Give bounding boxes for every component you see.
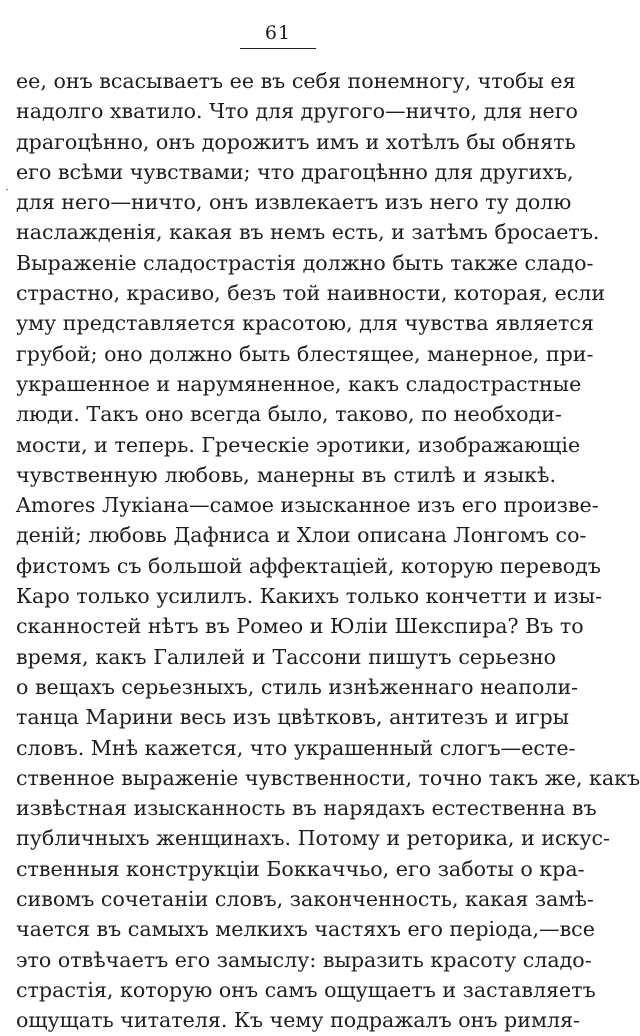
text-line: для него—ничто, онъ извлекаетъ изъ него ту долю bbox=[16, 190, 572, 215]
text-line: Выраженіе сладострастія должно быть также сладо- bbox=[16, 250, 594, 275]
header-rule bbox=[240, 48, 316, 49]
margin-mark: · bbox=[5, 183, 9, 197]
text-line: ственное выраженіе чувственности, точно такъ же, какъ bbox=[16, 765, 640, 790]
text-line: фистомъ съ большой аффектаціей, которую переводъ bbox=[16, 553, 601, 578]
text-line: сивомъ сочетаніи словъ, законченность, какая замѣ- bbox=[16, 887, 594, 912]
text-line: извѣстная изысканность въ нарядахъ естественна въ bbox=[16, 796, 597, 821]
text-line: грубой; оно должно быть блестящее, манерное, при- bbox=[16, 341, 594, 366]
text-line: страстно, красиво, безъ той наивности, которая, если bbox=[16, 281, 606, 306]
body-text bbox=[16, 66, 640, 1036]
page-number: 61 bbox=[264, 22, 292, 44]
text-line: о вещахъ серьезныхъ, стиль изнѣженнаго неаполи- bbox=[16, 674, 579, 699]
text-line: танца Марини весь изъ цвѣтковъ, антитезъ и игры bbox=[16, 705, 570, 730]
text-line: страстія, которую онъ самъ ощущаетъ и заставляетъ bbox=[16, 977, 596, 1002]
text-line: чувственную любовь, манерны въ стилѣ и языкѣ. bbox=[16, 462, 556, 487]
text-line: деній; любовь Дафниса и Хлои описана Лонгомъ со- bbox=[16, 523, 587, 548]
text-line: Каро только усилилъ. Какихъ только кончетти и изы- bbox=[16, 584, 603, 609]
text-line: словъ. Мнѣ кажется, что украшенный слогъ—есте- bbox=[16, 735, 576, 760]
text-line: мости, и теперь. Греческіе эротики, изображающіе bbox=[16, 432, 581, 457]
text-line: время, какъ Галилей и Тассони пишутъ серьезно bbox=[16, 644, 556, 669]
text-line: ее, онъ всасываетъ ее въ себя понемногу, чтобы ея bbox=[16, 69, 576, 93]
text-line: чается въ самыхъ мелкихъ частяхъ его періода,—все bbox=[16, 917, 595, 942]
text-line: наслажденія, какая въ немъ есть, и затѣмъ бросаетъ. bbox=[16, 220, 600, 245]
text-line: уму представляется красотою, для чувства является bbox=[16, 311, 594, 336]
text-line: это отвѣчаетъ его замыслу: выразить красоту сладо- bbox=[16, 947, 592, 972]
text-line: публичныхъ женщинахъ. Потому и реторика, и искус- bbox=[16, 826, 611, 851]
text-line: ощущать читателя. Къ чему подражалъ онъ римля- bbox=[16, 1008, 581, 1033]
text-line: люди. Такъ оно всегда было, таково, по необходи- bbox=[16, 402, 562, 427]
text-line: Amores Лукіана—самое изысканное изъ его произве- bbox=[16, 493, 599, 518]
text-line: сканностей нѣтъ въ Ромео и Юліи Шекспира? Въ то bbox=[16, 614, 584, 639]
text-line: его всѣми чувствами; что драгоцѣнно для другихъ, bbox=[16, 159, 574, 184]
text-line: драгоцѣнно, онъ дорожитъ имъ и хотѣлъ бы обнять bbox=[16, 129, 576, 154]
text-line: украшенное и нарумяненное, какъ сладострастные bbox=[16, 371, 582, 396]
text-line: ственныя конструкціи Боккаччьо, его заботы о кра- bbox=[16, 856, 585, 881]
text-line: надолго хватило. Что для другого—ничто, для него bbox=[16, 99, 578, 124]
